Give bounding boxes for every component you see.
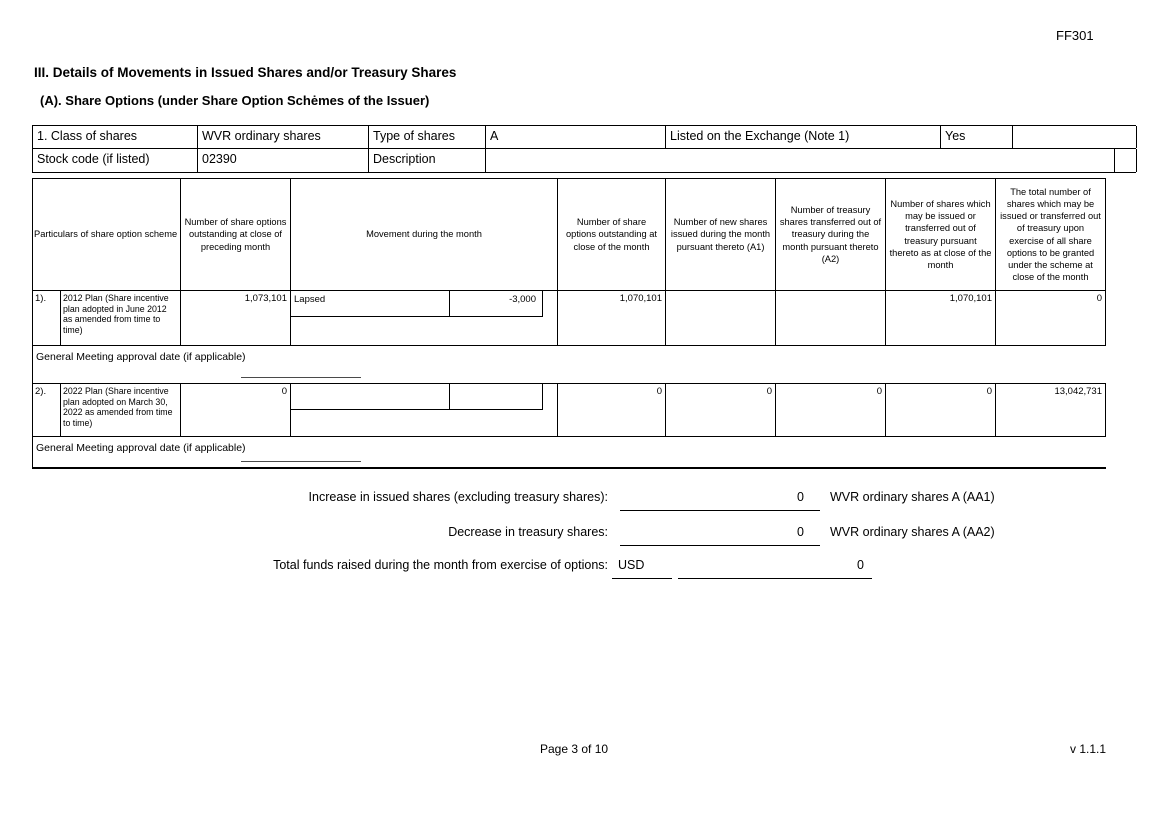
total-funds-currency: USD — [612, 558, 672, 579]
share-options-table — [32, 178, 1106, 469]
increase-issued-shares-unit: WVR ordinary shares A (AA1) — [830, 490, 995, 504]
gm-approval-row-1 — [33, 346, 1106, 384]
share-class-info-table — [32, 125, 1136, 173]
subsection-title: (A). Share Options (under Share Option Schėmes of the Issuer) — [40, 93, 430, 108]
info-row-class — [33, 126, 1136, 149]
row1-movement-type: Lapsed — [291, 291, 450, 316]
stock-code-label: Stock code (if listed) — [33, 149, 198, 172]
row2-treasury-transferred: 0 — [776, 384, 886, 436]
table-row — [33, 291, 1106, 346]
header-particulars: Particulars of share option scheme — [33, 179, 181, 290]
listed-on-exchange-label: Listed on the Exchange (Note 1) — [666, 126, 941, 148]
class-of-shares-label: 1. Class of shares — [33, 126, 198, 148]
row2-total-may-be-issued: 13,042,731 — [996, 384, 1106, 436]
row2-may-be-issued: 0 — [886, 384, 996, 436]
row1-movement-value: -3,000 — [450, 291, 543, 316]
row1-index: 1). — [33, 291, 61, 345]
row2-new-shares-issued: 0 — [666, 384, 776, 436]
info-row-stock-code — [33, 149, 1136, 173]
class-of-shares-value: WVR ordinary shares — [198, 126, 369, 148]
row2-index: 2). — [33, 384, 61, 436]
row1-outstanding-close: 1,070,101 — [558, 291, 666, 345]
decrease-treasury-shares-unit: WVR ordinary shares A (AA2) — [830, 525, 995, 539]
page-indicator: Page 3 of 10 — [540, 742, 609, 756]
info-row-class-empty-cell — [1013, 126, 1137, 148]
row1-may-be-issued: 1,070,101 — [886, 291, 996, 345]
gm-approval-row-2 — [33, 437, 1106, 469]
version-label: v 1.1.1 — [1070, 742, 1107, 756]
decrease-treasury-shares-label: Decrease in treasury shares: — [448, 525, 608, 539]
form-code: FF301 — [1056, 28, 1094, 43]
header-outstanding-preceding: Number of share options outstanding at close of preceding month — [181, 179, 291, 290]
row2-particulars: 2022 Plan (Share incentive plan adopted on March 30, 2022 as amended from time to time) — [61, 384, 181, 436]
gm-approval-label-1: General Meeting approval date (if applicable) — [36, 351, 246, 363]
section-title: III. Details of Movements in Issued Shares and/or Treasury Shares — [34, 65, 457, 80]
table-row — [33, 384, 1106, 437]
gm-approval-label-2: General Meeting approval date (if applicable) — [36, 442, 246, 454]
increase-issued-shares-label: Increase in issued shares (excluding treasury shares): — [308, 490, 608, 504]
row1-movement-box — [291, 291, 543, 317]
row2-movement-box — [291, 384, 543, 410]
type-of-shares-value: A — [486, 126, 666, 148]
row2-outstanding-close: 0 — [558, 384, 666, 436]
header-new-shares-issued: Number of new shares issued during the month pursuant thereto (A1) — [666, 179, 776, 290]
row2-movement-type — [291, 384, 450, 409]
row1-outstanding-preceding: 1,073,101 — [181, 291, 291, 345]
row1-treasury-transferred — [776, 291, 886, 345]
increase-issued-shares-value: 0 — [620, 490, 820, 511]
row2-outstanding-preceding: 0 — [181, 384, 291, 436]
row1-new-shares-issued — [666, 291, 776, 345]
total-funds-value: 0 — [678, 558, 872, 579]
decrease-treasury-shares-value: 0 — [620, 525, 820, 546]
header-total-may-be-issued: The total number of shares which may be issued or transferred out of treasury upon exercise of all share options to be granted under the scheme at close of the month — [996, 179, 1106, 290]
row2-movement-cell — [291, 384, 558, 436]
header-may-be-issued: Number of shares which may be issued or transferred out of treasury pursuant thereto as at close of the month — [886, 179, 996, 290]
listed-on-exchange-value: Yes — [941, 126, 1013, 148]
gm-approval-date-line-2 — [241, 461, 361, 462]
stock-code-value: 02390 — [198, 149, 369, 172]
type-of-shares-label: Type of shares — [369, 126, 486, 148]
info-row-stock-code-end-cell — [1115, 149, 1137, 172]
total-funds-raised-label: Total funds raised during the month from exercise of options: — [273, 558, 608, 572]
description-label: Description — [369, 149, 486, 172]
header-treasury-transferred: Number of treasury shares transferred out of treasury during the month pursuant thereto (A2) — [776, 179, 886, 290]
row1-particulars: 2012 Plan (Share incentive plan adopted in June 2012 as amended from time to time) — [61, 291, 181, 345]
options-table-header-row — [33, 179, 1106, 291]
header-movement: Movement during the month — [291, 179, 558, 290]
gm-approval-date-line-1 — [241, 377, 361, 378]
header-outstanding-close: Number of share options outstanding at close of the month — [558, 179, 666, 290]
row1-movement-cell — [291, 291, 558, 345]
row2-movement-value — [450, 384, 543, 409]
description-value — [486, 149, 1115, 172]
row1-total-may-be-issued: 0 — [996, 291, 1106, 345]
